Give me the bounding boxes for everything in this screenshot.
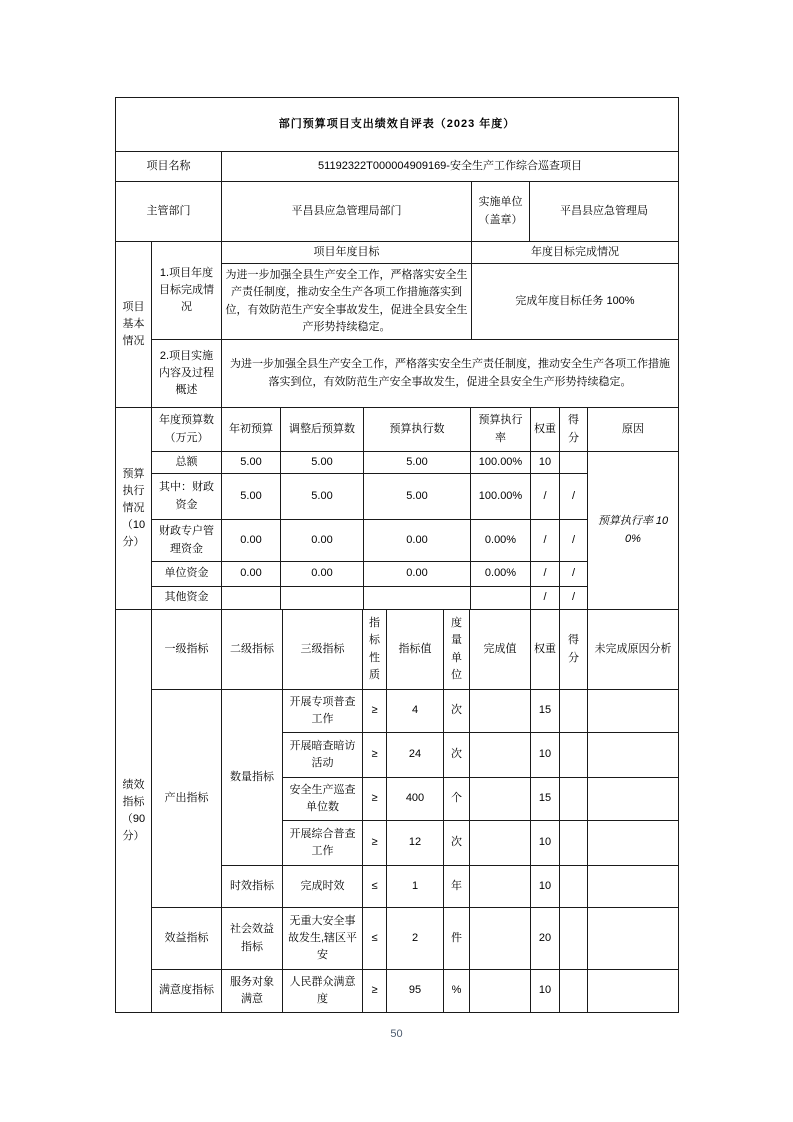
budget-weight-value: 10 <box>531 452 560 474</box>
perf-value: 95 <box>387 970 444 1013</box>
perf-completed <box>470 690 531 733</box>
basic-info-subheader-row <box>116 242 679 264</box>
budget-header-adjusted: 调整后预算数 <box>281 408 364 452</box>
budget-initial-value: 0.00 <box>222 520 281 562</box>
perf-completed <box>470 733 531 778</box>
perf-nature: ≥ <box>363 821 387 866</box>
perf-value: 12 <box>387 821 444 866</box>
perf-weight: 10 <box>531 821 560 866</box>
budget-adjusted-value: 0.00 <box>281 520 364 562</box>
perf-header-level3: 三级指标 <box>283 610 363 690</box>
implementation-row <box>116 340 679 408</box>
perf-nature: ≤ <box>363 866 387 908</box>
perf-header-unit: 度量单位 <box>444 610 470 690</box>
perf-weight: 15 <box>531 690 560 733</box>
impl-unit-label: 实施单位 （盖章） <box>472 182 530 242</box>
budget-reason-text: 预算执行率 100% <box>588 452 679 610</box>
perf-score <box>560 970 588 1013</box>
perf-level2-quantity: 数量指标 <box>222 690 283 866</box>
department-row <box>116 182 679 242</box>
perf-score <box>560 821 588 866</box>
perf-value: 2 <box>387 908 444 970</box>
budget-row-total <box>116 452 679 474</box>
budget-row-label: 财政专户管理资金 <box>152 520 222 562</box>
budget-executed-value: 0.00 <box>364 562 471 587</box>
budget-row-label: 其他资金 <box>152 587 222 610</box>
budget-score-value: / <box>560 562 588 587</box>
perf-nature: ≥ <box>363 690 387 733</box>
perf-completed <box>470 908 531 970</box>
budget-score-value: / <box>560 587 588 610</box>
budget-header-row-label: 年度预算数（万元） <box>152 408 222 452</box>
perf-indicator: 开展综合普查工作 <box>283 821 363 866</box>
budget-initial-value: 0.00 <box>222 562 281 587</box>
basic-info-section-label: 项目基本情况 <box>116 242 152 408</box>
budget-section-label: 预算执行情况（10分） <box>116 408 152 610</box>
budget-header-row <box>116 408 679 452</box>
basic-info-table <box>115 241 679 408</box>
perf-value: 24 <box>387 733 444 778</box>
perf-indicator: 开展专项普查工作 <box>283 690 363 733</box>
perf-header-score: 得分 <box>560 610 588 690</box>
perf-value: 400 <box>387 778 444 821</box>
perf-unit: 年 <box>444 866 470 908</box>
perf-indicator: 开展暗查暗访活动 <box>283 733 363 778</box>
perf-row-special-inspection <box>116 690 679 733</box>
perf-header-value: 指标值 <box>387 610 444 690</box>
budget-header-reason: 原因 <box>588 408 679 452</box>
budget-rate-value: 0.00% <box>471 520 531 562</box>
budget-weight-value: / <box>531 562 560 587</box>
perf-nature: ≥ <box>363 733 387 778</box>
perf-completed <box>470 970 531 1013</box>
perf-header-completed: 完成值 <box>470 610 531 690</box>
perf-level2-timeliness: 时效指标 <box>222 866 283 908</box>
perf-row-satisfaction <box>116 970 679 1013</box>
perf-reason <box>588 821 679 866</box>
budget-row-label: 总额 <box>152 452 222 474</box>
budget-initial-value <box>222 587 281 610</box>
perf-unit: 次 <box>444 733 470 778</box>
perf-completed <box>470 778 531 821</box>
performance-header-row <box>116 610 679 690</box>
budget-score-value <box>560 452 588 474</box>
perf-completed <box>470 821 531 866</box>
budget-row-label: 其中：财政资金 <box>152 474 222 520</box>
perf-unit: 件 <box>444 908 470 970</box>
perf-weight: 10 <box>531 866 560 908</box>
budget-score-value: / <box>560 474 588 520</box>
budget-adjusted-value <box>281 587 364 610</box>
perf-value: 1 <box>387 866 444 908</box>
perf-level2-social: 社会效益指标 <box>222 908 283 970</box>
budget-rate-value: 100.00% <box>471 474 531 520</box>
budget-rate-value: 0.00% <box>471 562 531 587</box>
budget-header-score: 得分 <box>560 408 588 452</box>
perf-unit: 次 <box>444 690 470 733</box>
dept-label: 主管部门 <box>116 182 222 242</box>
project-name-row <box>116 152 679 182</box>
perf-completed <box>470 866 531 908</box>
perf-unit: 次 <box>444 821 470 866</box>
performance-table <box>115 609 679 1013</box>
budget-adjusted-value: 5.00 <box>281 474 364 520</box>
budget-header-executed: 预算执行数 <box>364 408 471 452</box>
perf-level1-output: 产出指标 <box>152 690 222 908</box>
performance-section-label: 绩效指标（90分） <box>116 610 152 1013</box>
perf-unit: 个 <box>444 778 470 821</box>
implementation-label: 2.项目实施内容及过程概述 <box>152 340 222 408</box>
budget-adjusted-value: 0.00 <box>281 562 364 587</box>
perf-header-level2: 二级指标 <box>222 610 283 690</box>
budget-executed-value: 0.00 <box>364 520 471 562</box>
project-name-value: 51192322T000004909169-安全生产工作综合巡查项目 <box>222 152 679 182</box>
perf-score <box>560 733 588 778</box>
perf-header-reason: 未完成原因分析 <box>588 610 679 690</box>
perf-header-weight: 权重 <box>531 610 560 690</box>
perf-score <box>560 866 588 908</box>
perf-unit: % <box>444 970 470 1013</box>
perf-weight: 10 <box>531 733 560 778</box>
title-row <box>116 98 679 152</box>
document-title: 部门预算项目支出绩效自评表（2023 年度） <box>116 98 679 152</box>
perf-nature: ≥ <box>363 778 387 821</box>
perf-header-level1: 一级指标 <box>152 610 222 690</box>
implementation-text: 为进一步加强全县生产安全工作，严格落实安全生产责任制度，推动安全生产各项工作措施落实到位，有效防范生产安全事故发生，促进全县安全生产形势持续稳定。 <box>222 340 679 408</box>
perf-weight: 20 <box>531 908 560 970</box>
budget-header-rate: 预算执行率 <box>471 408 531 452</box>
page-number: 50 <box>390 1028 403 1040</box>
budget-weight-value: / <box>531 587 560 610</box>
goal-completion-header: 年度目标完成情况 <box>472 242 679 264</box>
annual-goal-completion-label: 1.项目年度目标完成情况 <box>152 242 222 340</box>
perf-reason <box>588 733 679 778</box>
perf-indicator: 安全生产巡查单位数 <box>283 778 363 821</box>
budget-executed-value: 5.00 <box>364 474 471 520</box>
project-name-label: 项目名称 <box>116 152 222 182</box>
perf-indicator: 人民群众满意度 <box>283 970 363 1013</box>
perf-reason <box>588 908 679 970</box>
perf-value: 4 <box>387 690 444 733</box>
goal-completion-value: 完成年度目标任务 100% <box>472 264 679 340</box>
budget-header-weight: 权重 <box>531 408 560 452</box>
perf-level1-benefit: 效益指标 <box>152 908 222 970</box>
budget-initial-value: 5.00 <box>222 474 281 520</box>
perf-nature: ≤ <box>363 908 387 970</box>
annual-goal-text: 为进一步加强全县生产安全工作，严格落实安全生产责任制度，推动安全生产各项工作措施落实到位，有效防范生产安全事故发生，促进全县安全生产形势持续稳定。 <box>222 264 472 340</box>
budget-rate-value: 100.00% <box>471 452 531 474</box>
budget-executed-value <box>364 587 471 610</box>
perf-indicator: 无重大安全事故发生,辖区平安 <box>283 908 363 970</box>
budget-initial-value: 5.00 <box>222 452 281 474</box>
perf-score <box>560 690 588 733</box>
dept-value: 平昌县应急管理局部门 <box>222 182 472 242</box>
self-evaluation-table <box>115 97 680 1013</box>
perf-reason <box>588 778 679 821</box>
perf-header-nature: 指标性质 <box>363 610 387 690</box>
impl-unit-value: 平昌县应急管理局 <box>530 182 679 242</box>
perf-indicator: 完成时效 <box>283 866 363 908</box>
perf-nature: ≥ <box>363 970 387 1013</box>
perf-weight: 10 <box>531 970 560 1013</box>
perf-level2-service: 服务对象满意 <box>222 970 283 1013</box>
perf-weight: 15 <box>531 778 560 821</box>
budget-weight-value: / <box>531 474 560 520</box>
perf-row-social-benefit <box>116 908 679 970</box>
budget-table <box>115 407 679 610</box>
budget-executed-value: 5.00 <box>364 452 471 474</box>
budget-adjusted-value: 5.00 <box>281 452 364 474</box>
perf-level1-satisfaction: 满意度指标 <box>152 970 222 1013</box>
budget-rate-value <box>471 587 531 610</box>
budget-header-initial: 年初预算 <box>222 408 281 452</box>
budget-row-label: 单位资金 <box>152 562 222 587</box>
perf-score <box>560 908 588 970</box>
perf-score <box>560 778 588 821</box>
budget-weight-value: / <box>531 520 560 562</box>
header-table <box>115 97 679 242</box>
budget-score-value: / <box>560 520 588 562</box>
perf-reason <box>588 866 679 908</box>
annual-goal-header: 项目年度目标 <box>222 242 472 264</box>
perf-reason <box>588 970 679 1013</box>
perf-reason <box>588 690 679 733</box>
